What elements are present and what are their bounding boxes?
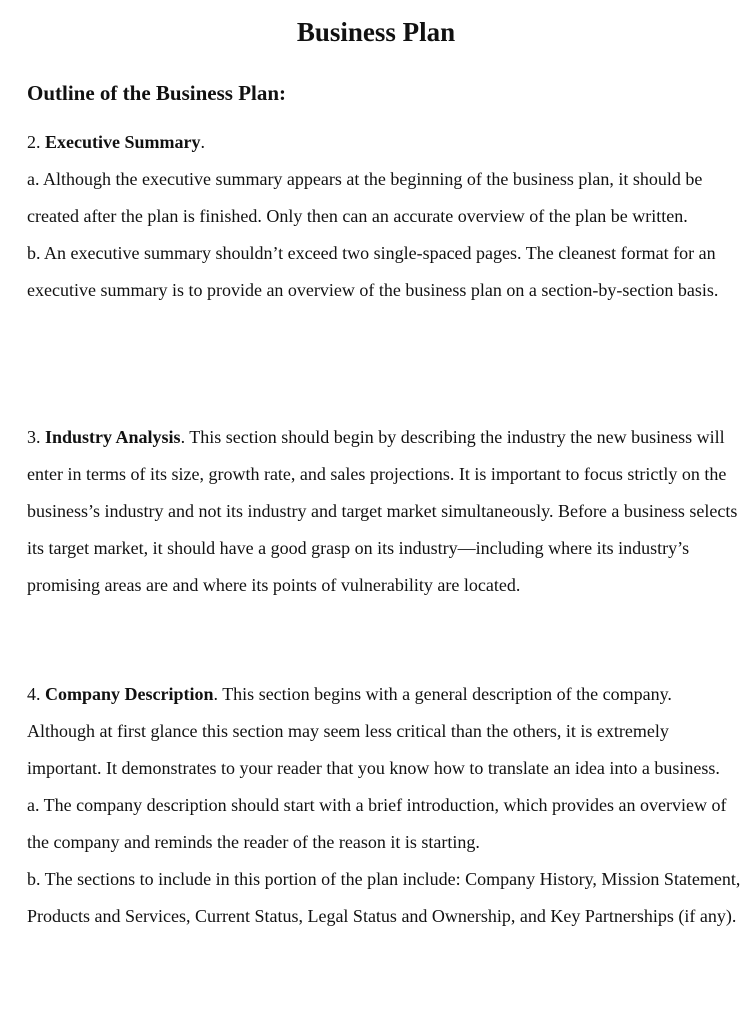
section-body: . This section should begin by describing the industry the new business will enter in terms of its size, growth rate, and sales projections. It is important to focus strictly on the business’s industry and not its industry and target market simultaneously. Before a business selects its target market, it should have a good grasp on its industry—including where its industry’s promising areas are and where its points of vulnerability are located. — [27, 427, 738, 595]
section-number: 3. — [27, 427, 45, 447]
document-title: Business Plan — [296, 17, 456, 47]
section-paragraph — [27, 419, 743, 604]
outline-heading: Outline of the Business Plan: — [27, 81, 287, 105]
section-heading: Industry Analysis — [45, 427, 181, 447]
list-item: b. An executive summary shouldn’t exceed two single-spaced pages. The cleanest format for an executive summary is to provide an overview of the business plan on a section-by-section basis. — [27, 243, 719, 300]
list-item: a. Although the executive summary appears at the beginning of the business plan, it should be created after the plan is finished. Only then can an accurate overview of the plan be written. — [27, 169, 703, 226]
section-heading: Company Description — [45, 684, 214, 704]
section-number: 4. — [27, 684, 45, 704]
section-heading: Executive Summary — [45, 132, 201, 152]
list-item: b. The sections to include in this portion of the plan include: Company History, Mission Statement, Products and Services, Current Status, Legal Status and Ownership, and Key Partnerships (if any). — [27, 869, 741, 926]
section-number: 2. — [27, 132, 45, 152]
section-executive-summary — [27, 124, 743, 309]
section-paragraph — [27, 676, 743, 787]
section-body: . This section begins with a general description of the company. Although at first glance this section may seem less critical than the others, it is extremely important. It demonstrates to your reader that you know how to translate an idea into a business. — [27, 684, 720, 778]
section-industry-analysis — [27, 419, 743, 604]
section-heading-tail: . — [200, 132, 205, 152]
section-company-description — [27, 676, 743, 935]
list-item: a. The company description should start with a brief introduction, which provides an overview of the company and reminds the reader of the reason it is starting. — [27, 795, 727, 852]
section-heading-paragraph — [27, 124, 743, 161]
